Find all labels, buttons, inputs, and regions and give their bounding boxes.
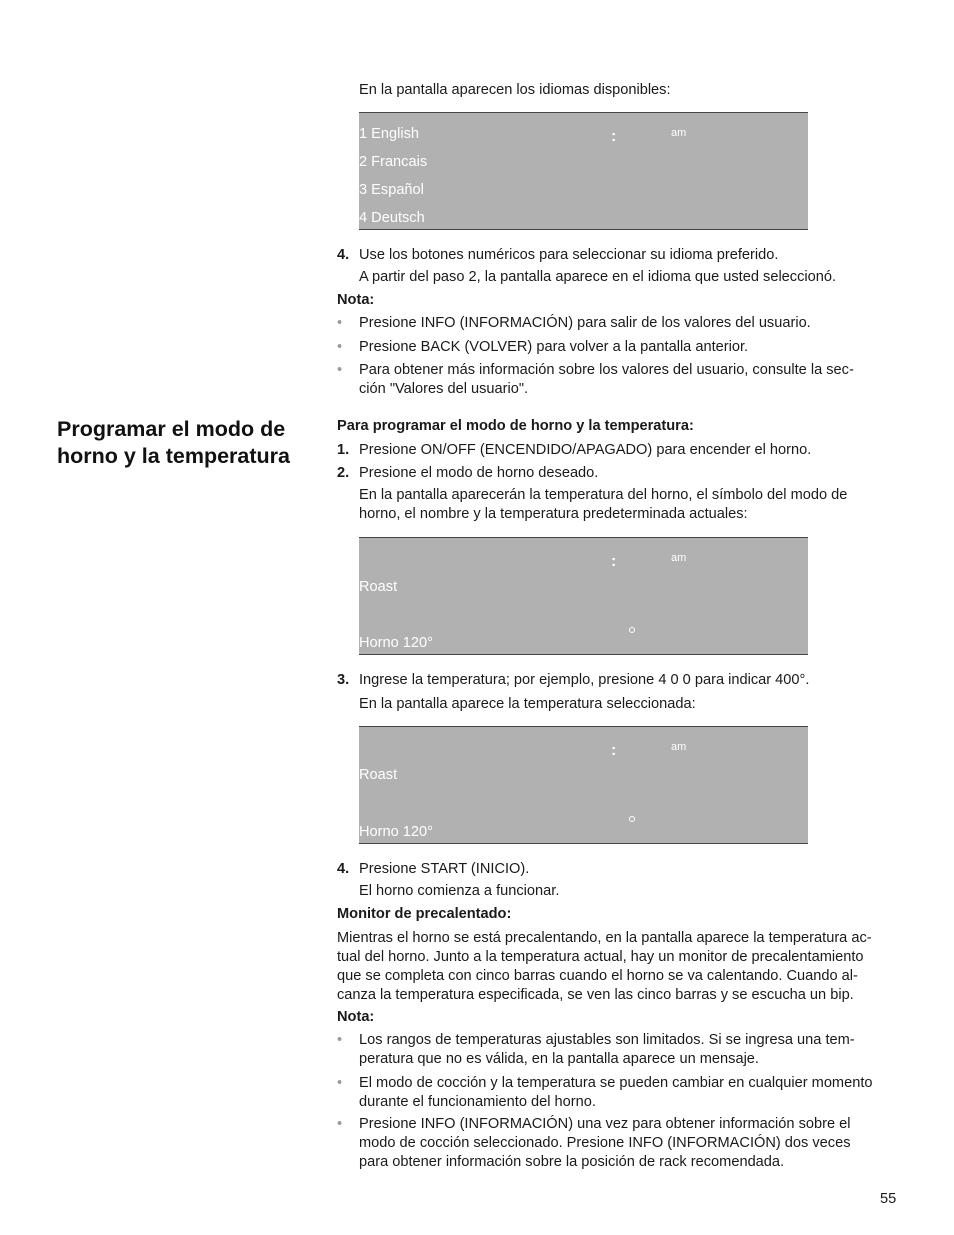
language-option-deutsch: 4 Deutsch (359, 210, 425, 226)
step-text: El horno comienza a funcionar. (359, 883, 560, 899)
clock-am: am (671, 552, 687, 564)
clock-colon: : (611, 128, 617, 145)
language-option-espanol: 3 Español (359, 182, 424, 198)
bullet-icon: • (337, 315, 343, 331)
note-item: Los rangos de temperaturas ajustables son limitados. Si se ingresa una tem- peratura que no es válida, en la pantalla aparece un mensaje. (359, 1032, 855, 1067)
note-item: Presione BACK (VOLVER) para volver a la pantalla anterior. (359, 339, 749, 355)
step-number: 4. (337, 247, 350, 263)
step-number: 3. (337, 672, 350, 688)
intro-text: En la pantalla aparecen los idiomas disponibles: (359, 82, 671, 98)
step-number: 1. (337, 442, 350, 458)
display-panel-mode (359, 537, 808, 655)
bullet-icon: • (337, 1116, 343, 1132)
note-item: Presione INFO (INFORMACIÓN) una vez para obtener información sobre el modo de cocción seleccionado. Presione INFO (INFORMACIÓN) dos veces para obtener información sobre la posición de rack recomendada. (359, 1116, 851, 1170)
degree-icon (629, 816, 635, 822)
step-number: 2. (337, 465, 350, 481)
clock-am: am (671, 741, 687, 753)
degree-icon (629, 627, 635, 633)
language-option-english: 1 English (359, 126, 420, 142)
clock-am: am (671, 127, 687, 139)
mode-name: Roast (359, 767, 398, 783)
note-item: El modo de cocción y la temperatura se pueden cambiar en cualquier momento durante el funcionamiento del horno. (359, 1075, 873, 1110)
clock-colon: : (611, 742, 617, 759)
step-number: 4. (337, 861, 350, 877)
note-item: Presione INFO (INFORMACIÓN) para salir de los valores del usuario. (359, 315, 811, 331)
note-label: Nota: (337, 292, 375, 308)
step-text: Presione START (INICIO). (359, 861, 530, 877)
note-label: Nota: (337, 1009, 375, 1025)
monitor-text: Mientras el horno se está precalentando, en la pantalla aparece la temperatura ac- tual del horno. Junto a la temperatura actual, hay un monitor de precalentamiento que se completa con cinco barras cuando el horno se va calentando. Cuando al- canza la temperatura especificada, se ven las cinco barras y se escucha un bip. (337, 930, 872, 1003)
page-number: 55 (880, 1191, 897, 1207)
display-panel-languages (359, 112, 808, 230)
section-heading: Programar el modo de horno y la temperatura (57, 417, 290, 468)
procedure-title: Para programar el modo de horno y la temperatura: (337, 418, 694, 434)
step-text: Presione el modo de horno deseado. (359, 465, 599, 481)
bullet-icon: • (337, 339, 343, 355)
bullet-icon: • (337, 1032, 343, 1048)
step-text: Ingrese la temperatura; por ejemplo, presione 4 0 0 para indicar 400°. (359, 672, 810, 688)
step-text: Use los botones numéricos para seleccionar su idioma preferido. (359, 247, 779, 263)
language-option-francais: 2 Francais (359, 154, 428, 170)
mode-name: Roast (359, 579, 398, 595)
step-text: En la pantalla aparecerán la temperatura del horno, el símbolo del modo de horno, el nombre y la temperatura predeterminada actuales: (359, 487, 848, 522)
oven-temperature: Horno 120° (359, 824, 433, 840)
step-text: A partir del paso 2, la pantalla aparece en el idioma que usted seleccionó. (359, 269, 837, 285)
bullet-icon: • (337, 362, 343, 378)
display-panel-mode (359, 726, 808, 844)
step-text: En la pantalla aparece la temperatura seleccionada: (359, 696, 696, 712)
step-text: Presione ON/OFF (ENCENDIDO/APAGADO) para encender el horno. (359, 442, 812, 458)
note-item: Para obtener más información sobre los valores del usuario, consulte la sec- ción "Valores del usuario". (359, 362, 854, 397)
monitor-label: Monitor de precalentado: (337, 906, 512, 922)
bullet-icon: • (337, 1075, 343, 1091)
clock-colon: : (611, 553, 617, 570)
oven-temperature: Horno 120° (359, 635, 433, 651)
